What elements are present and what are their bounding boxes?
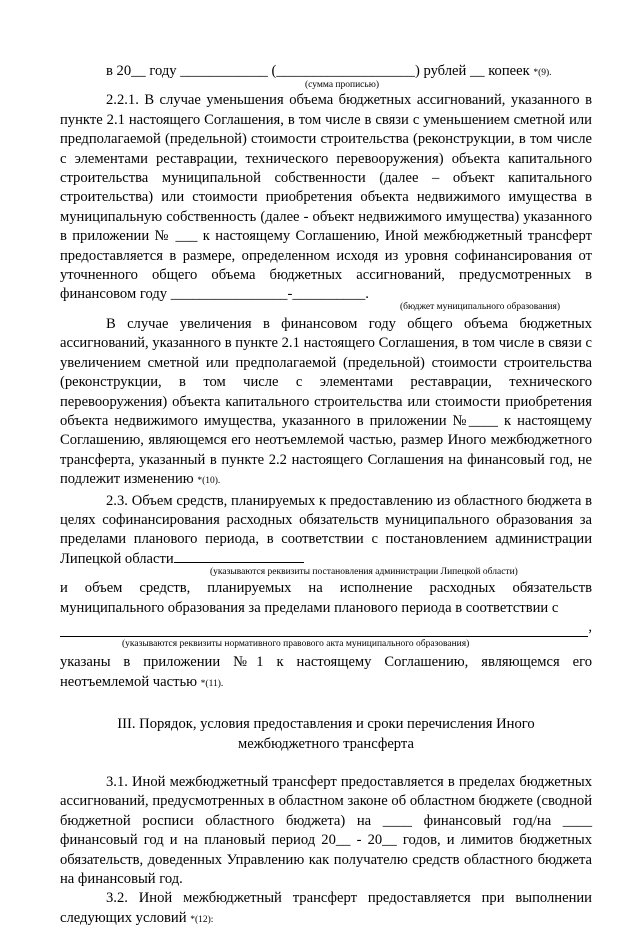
paragraph-3-1: 3.1. Иной межбюджетный трансферт предоставляется в пределах бюджетных ассигнований, предусмотренных в областном законе об областном бюджете (сводной бюджетной росписи областного бюджета) на ____ финансовый год/на ____ финансовый год и на плановый период 20__ - 20__ годов, и лимитов бюджетных обязательств, доведенных Управлению как получателю средств областного бюджета на финансовый год.: [60, 774, 592, 888]
paragraph-3-2-text: 3.2. Иной межбюджетный трансферт предоставляется при выполнении следующих условий: [60, 890, 592, 926]
paragraph-2-3-b-text: и объем средств, планируемых на исполнение расходных обязательств муниципального образования за пределами планового периода в соответствии с: [60, 580, 592, 616]
spacer: [60, 694, 592, 715]
paragraph-2-2-1-blank: ________________-__________.: [170, 286, 369, 303]
paragraph-2-3: [60, 492, 592, 570]
spacer: [60, 754, 592, 773]
paragraph-2-2-1: [60, 91, 592, 304]
municipal-act-comma: ,: [588, 618, 592, 635]
section-heading-3: III. Порядок, условия предоставления и сроки перечисления Иного межбюджетного трансферта: [117, 716, 535, 752]
municipal-act-line: [60, 618, 592, 637]
resolution-note: (указываются реквизиты постановления администрации Липецкой области): [210, 567, 518, 578]
paragraph-increase-text: В случае увеличения в финансовом году общего объема бюджетных ассигнований, указанного в пункте 2.1 настоящего Соглашения, в том числе в связи с увеличением сметной или предполагаемой (предельной) стоимости строительства (реконструкции, в том числе с элементами реставрации, технического перевооружения) объекта капитального строительства или стоимости приобретения объекта недвижимого имущества, указанного в приложении №____ к настоящему Соглашению, являющемся его неотъемлемой частью, размер Иного межбюджетного трансферта, указанный в пункте 2.2 настоящего Соглашения на финансовый год, не подлежит изменению: [60, 315, 592, 488]
footnote-ref-11: *(11).: [200, 678, 224, 689]
document-page: [60, 62, 592, 930]
paragraph-2-3-text: 2.3. Объем средств, планируемых к предоставлению из областного бюджета в целях софинансирования расходных обязательств муниципального образования за пределами планового периода, в соответствии с постановлением администрации Липецкой области: [60, 492, 592, 567]
footnote-ref-10: *(10).: [197, 476, 221, 487]
budget-note: (бюджет муниципального образования): [400, 301, 561, 312]
paragraph-increase: [60, 315, 592, 492]
municipal-act-note: (указываются реквизиты нормативного правового акта муниципального образования): [122, 639, 470, 650]
paragraph-2-3-b: [60, 579, 592, 618]
amount-text: в 20__ году ____________ (___________________) рублей __ копеек: [106, 63, 534, 79]
municipal-act-blank: [60, 622, 588, 637]
paragraph-2-3-c-text: указаны в приложении №1 к настоящему Соглашению, являющемся его неотъемлемой частью: [60, 654, 592, 690]
footnote-ref-12: *(12):: [190, 914, 214, 925]
paragraph-2-3-c: [60, 653, 592, 694]
paragraph-2-2-1-text: 2.2.1. В случае уменьшения объема бюджетных ассигнований, указанного в пункте 2.1 настоящего Соглашения, в том числе в связи с уменьшением сметной или предполагаемой (предельной) стоимости строительства (реконструкции, в том числе с элементами реставрации, технического перевооружения) объекта капитального строительства муниципальной собственности (далее – объект капитального строительства) или стоимости приобретения объекта недвижимого имущества в муниципальную собственность (далее - объект недвижимого имущества) указанного в приложении № ___ к настоящему Соглашению, Иной межбюджетный трансферт предоставляется в размере, определенном исходя из уровня софинансирования от уточненного общего объема бюджетных ассигнований, предусмотренных в финансовом году: [60, 92, 592, 303]
resolution-blank: [174, 550, 304, 563]
paragraph-3-2: [60, 889, 592, 930]
amount-note: (сумма прописью): [305, 80, 379, 91]
footnote-ref-9: *(9).: [533, 68, 552, 78]
